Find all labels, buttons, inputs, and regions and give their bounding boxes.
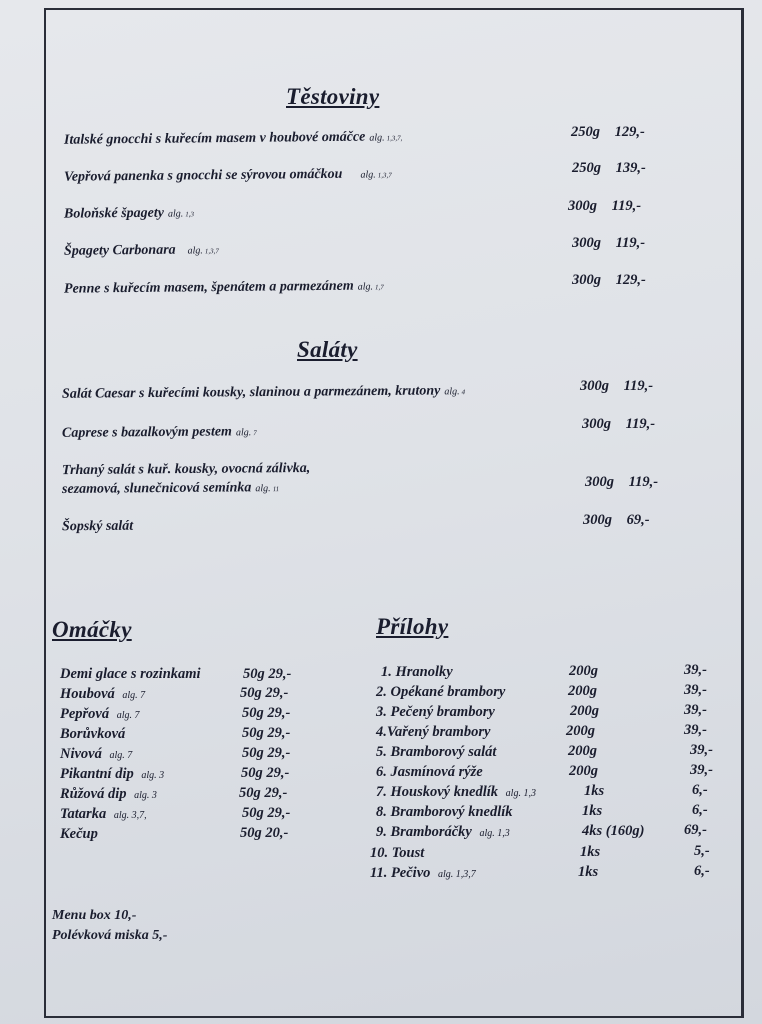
sauce-price: 50g 29,- [242,705,291,721]
menu-item [64,128,403,151]
item-name: Trhaný salát s kuř. kousky, ovocná zálivka, [61,460,311,479]
sauce-price: 50g 29,- [240,685,289,701]
side-price: 6,- [692,782,708,798]
sauce-row: Demi glace s rozinkami [60,666,201,682]
sauce-row: Pikantní dip alg. 3 [60,766,165,782]
side-price: 5,- [694,843,710,859]
section-title-testoviny: Těstoviny [286,84,380,109]
item-price: 300g 119,- [585,474,659,490]
side-row: 4.Vařený brambory [376,724,491,740]
item-name: Italské gnocchi s kuřecím masem v houbové omáčce [63,129,366,148]
item-name: Vepřová panenka s gnocchi se sýrovou omáčkou [63,166,343,185]
side-row: 11. Pečivo alg. 1,3,7 [370,865,476,881]
sauce-price: 50g 29,- [242,725,291,741]
item-name: Šopský salát [61,518,134,535]
side-weight: 200g [569,663,598,679]
menu-item [62,423,257,444]
side-price: 39,- [684,702,707,718]
menu-item [62,382,465,405]
side-weight: 1ks [582,803,603,819]
sauce-row: Pepřová alg. 7 [60,706,140,722]
side-row: 3. Pečený brambory [376,704,495,720]
allergen-label: alg. 11 [255,483,280,495]
side-row: 6. Jasmínová rýže [376,764,483,780]
allergen-label: alg. 1,3 [167,208,195,220]
side-price: 39,- [690,742,713,758]
allergen-label: alg. 7 [235,427,257,439]
allergen-label: alg. 1,3,7 [360,169,392,181]
sauce-row: Houbová alg. 7 [60,686,146,702]
item-name: Caprese s bazalkovým pestem [61,424,232,441]
menu-box-note: Menu box 10,- [52,908,137,923]
side-row: 7. Houskový knedlík alg. 1,3 [376,784,536,800]
side-price: 39,- [684,662,707,678]
sauce-row: Kečup [60,826,98,842]
side-price: 39,- [690,762,713,778]
side-row: 5. Bramborový salát [376,744,497,760]
menu-item [64,241,219,262]
sauce-price: 50g 29,- [239,785,288,801]
side-row: 2. Opékané brambory [376,684,506,700]
side-weight: 1ks [578,864,599,880]
sauce-price: 50g 20,- [240,825,289,841]
section-title-salaty: Saláty [297,337,358,362]
item-name: Penne s kuřecím masem, špenátem a parmezánem [63,278,354,297]
side-weight: 200g [568,743,597,759]
item-price: 300g 69,- [583,512,650,528]
sauce-price: 50g 29,- [242,805,291,821]
sauce-row: Nivová alg. 7 [60,746,133,762]
side-weight: 200g [570,703,599,719]
side-row: 1. Hranolky [381,664,453,680]
menu-item [64,277,384,299]
side-weight: 200g [566,723,595,739]
menu-item [64,165,392,187]
item-name-line2: sezamová, slunečnicová semínka [61,480,252,497]
side-weight: 1ks [584,783,605,799]
side-weight: 4ks (160g) [582,823,645,839]
side-weight: 200g [568,683,597,699]
item-price: 300g 119,- [572,235,646,251]
side-weight: 200g [569,763,598,779]
menu-item [62,460,310,480]
side-price: 6,- [692,802,708,818]
item-price: 300g 129,- [572,272,646,288]
item-price: 250g 139,- [572,160,646,176]
side-row: 10. Toust [370,845,425,861]
menu-item [64,204,194,224]
soup-bowl-note: Polévková miska 5,- [52,928,168,943]
item-price: 300g 119,- [568,198,642,214]
allergen-label: alg. 1,3,7, [369,132,403,144]
side-price: 6,- [694,863,710,879]
section-title-prilohy: Přílohy [376,614,449,639]
sauce-price: 50g 29,- [243,666,292,682]
sauce-row: Borůvková [60,726,126,742]
side-price: 69,- [684,822,707,838]
item-price: 300g 119,- [580,378,654,394]
sauce-row: Růžová dip alg. 3 [60,786,157,802]
sauce-price: 50g 29,- [242,745,291,761]
item-name: Boloňské špagety [63,205,165,222]
menu-item [62,518,133,537]
item-name: Salát Caesar s kuřecími kousky, slaninou a parmezánem, krutony [61,383,441,402]
item-name: Špagety Carbonara [63,242,176,259]
item-price: 250g 129,- [571,124,645,140]
allergen-label: alg. 1,3,7 [187,245,219,257]
menu-item-continued [62,479,279,500]
side-row: 9. Bramboráčky alg. 1,3 [376,824,510,840]
side-weight: 1ks [580,844,601,860]
side-price: 39,- [684,722,707,738]
section-title-omacky: Omáčky [52,617,132,642]
side-row: 8. Bramborový knedlík [376,804,513,820]
sauce-price: 50g 29,- [241,765,290,781]
side-price: 39,- [684,682,707,698]
allergen-label: alg. 1,7 [357,281,384,293]
allergen-label: alg. 4 [444,386,466,398]
sauce-row: Tatarka alg. 3,7, [60,806,147,822]
item-price: 300g 119,- [582,416,656,432]
